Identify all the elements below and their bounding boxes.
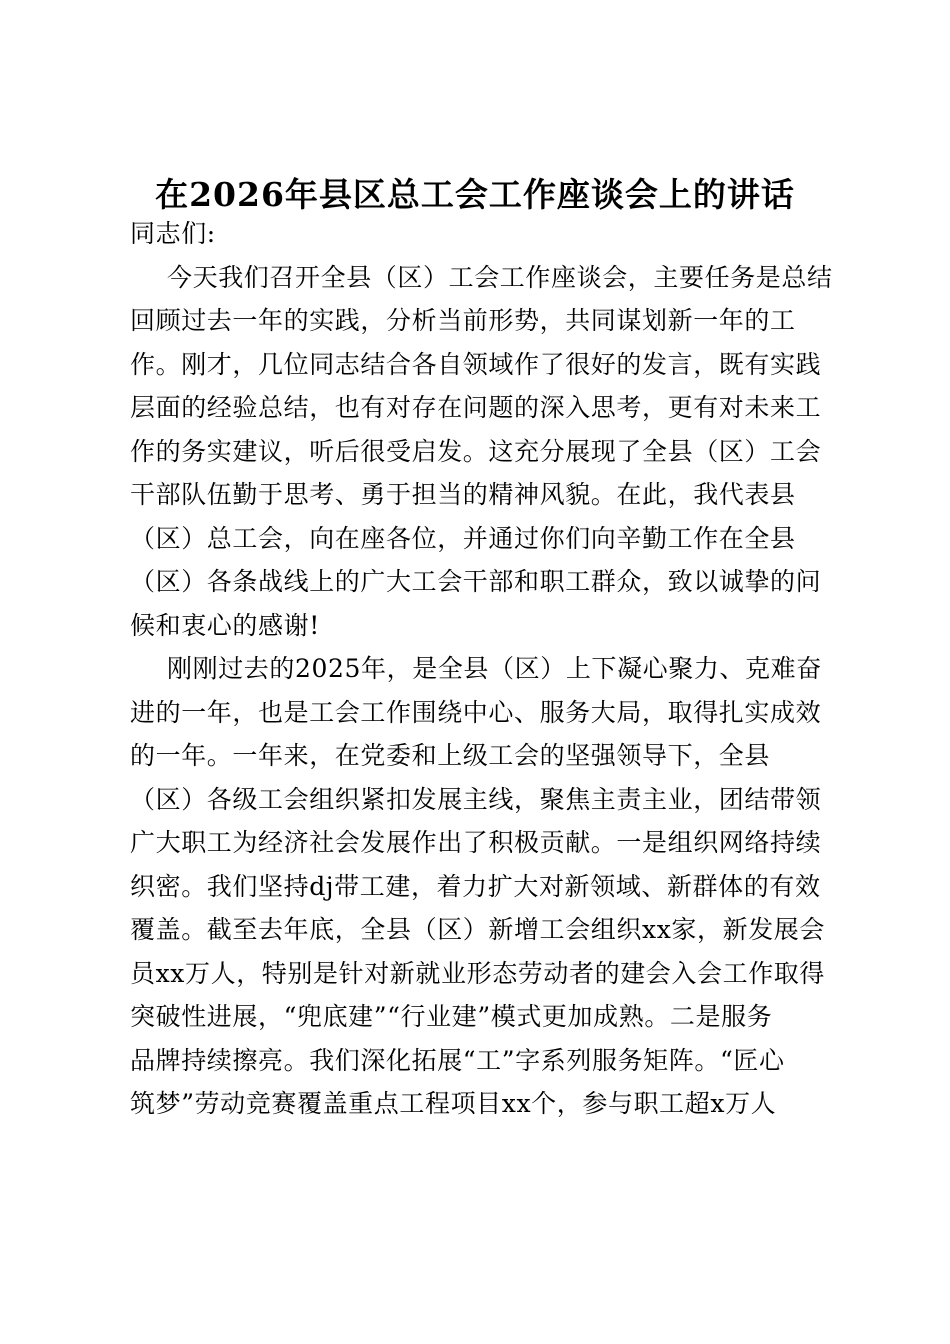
body-line: 织密。我们坚持dj带工建，着力扩大对新领域、新群体的有效 [130, 871, 821, 901]
body-line: 进的一年，也是工会工作围绕中心、服务大局，取得扎实成效 [130, 697, 822, 727]
body-line: 的一年。一年来，在党委和上级工会的坚强领导下，全县 [130, 741, 771, 770]
salutation: 同志们: [130, 219, 216, 248]
body-line: 作的务实建议，听后很受启发。这充分展现了全县（区）工会 [130, 436, 822, 466]
body-line: 层面的经验总结，也有对存在问题的深入思考，更有对未来工 [130, 393, 822, 422]
document-body [130, 212, 833, 1126]
body-line: 筑梦”劳动竞赛覆盖重点工程项目xx个，参与职工超x万人 [130, 1089, 777, 1118]
body-line: 干部队伍勤于思考、勇于担当的精神风貌。在此，我代表县 [130, 480, 796, 509]
body-line: 广大职工为经济社会发展作出了积极贡献。一是组织网络持续 [130, 828, 822, 857]
body-line: 突破性进展，“兜底建”“行业建”模式更加成熟。二是服务 [130, 1002, 773, 1031]
body-line: 覆盖。截至去年底，全县（区）新增工会组织xx家，新发展会 [130, 915, 826, 944]
body-line: （区）各级工会组织紧扣发展主线，聚焦主责主业，团结带领 [130, 784, 822, 814]
body-line: 刚刚过去的2025年，是全县（区）上下凝心聚力、克难奋 [167, 654, 822, 683]
body-line: 候和衷心的感谢! [130, 610, 320, 640]
document-title: 在2026年县区总工会工作座谈会上的讲话 [155, 175, 795, 214]
body-line: （区）总工会，向在座各位，并通过你们向辛勤工作在全县 [130, 523, 796, 553]
body-line: 品牌持续擦亮。我们深化拓展“工”字系列服务矩阵。“匠心 [130, 1045, 785, 1075]
body-line: 员xx万人，特别是针对新就业形态劳动者的建会入会工作取得 [130, 958, 826, 988]
body-line: 作。刚才，几位同志结合各自领域作了很好的发言，既有实践 [130, 349, 822, 379]
body-line: 今天我们召开全县（区）工会工作座谈会，主要任务是总结 [167, 262, 833, 292]
body-line: 回顾过去一年的实践，分析当前形势，共同谋划新一年的工 [130, 306, 796, 335]
body-line: （区）各条战线上的广大工会干部和职工群众，致以诚挚的问 [130, 567, 822, 596]
